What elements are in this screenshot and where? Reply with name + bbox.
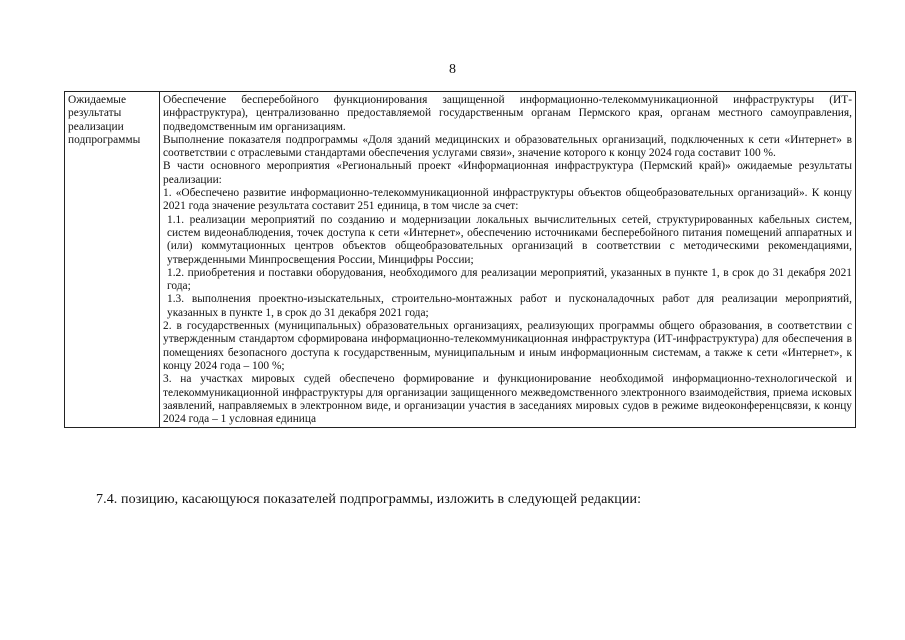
amendment-instruction: 7.4. позицию, касающуюся показателей подпрограммы, изложить в следующей редакции: xyxy=(96,492,642,507)
row-content xyxy=(160,92,856,428)
page-number: 8 xyxy=(449,62,456,77)
paragraph-item-1-3: 1.3. выполнения проектно-изыскательных, строительно-монтажных работ и пусконаладочных работ для реализации мероприятий, указанных в пункте 1, в срок до 31 декабря 2021 года; xyxy=(167,293,852,319)
table-row xyxy=(65,92,856,428)
paragraph-it-infrastructure: Обеспечение бесперебойного функционирования защищенной информационно-телекоммуникационной инфраструктуры (ИТ-инфраструктура), централизованно предоставляемой государственным органам Пермского края, органам местного самоуправления, подведомственным им организациям. xyxy=(163,94,852,133)
paragraph-item-3: 3. на участках мировых судей обеспечено формирование и функционирование необходимой информационно-технологической и телекоммуникационной инфраструктуры для организации защищенного межведомственного электронного взаимодействия, приема исковых заявлений, направляемых в электронном виде, и организации участия в заседаниях мировых судов в режиме видеоконференцсвязи, к концу 2024 года – 1 условная единица xyxy=(163,373,852,426)
paragraph-item-2: 2. в государственных (муниципальных) образовательных организациях, реализующих программы общего образования, в соответствии с утвержденным стандартом сформирована информационно-телекоммуникационная инфраструктура (ИТ-инфраструктура) для обеспечения в помещениях безопасного доступа к государственным, муниципальным и иным информационным системам, а также к сети «Интернет», к концу 2024 года – 100 %; xyxy=(163,320,852,372)
paragraph-item-1-1: 1.1. реализации мероприятий по созданию и модернизации локальных вычислительных сетей, структурированных кабельных систем, систем видеонаблюдения, точек доступа к сети «Интернет», обеспечению источниками бесперебойного питания помещений аппаратных и (или) коммутационных центров объектов общеобразовательных организаций в соответствии с методическими рекомендациями, утвержденными Минпросвещения России, Минцифры России; xyxy=(167,213,852,266)
paragraph-item-1-2: 1.2. приобретения и поставки оборудования, необходимого для реализации мероприятий, указанных в пункте 1, в срок до 31 декабря 2021 года; xyxy=(167,266,852,293)
paragraph-item-1: 1. «Обеспечено развитие информационно-телекоммуникационной инфраструктуры объектов общеобразовательных организаций». К концу 2021 года значение результата составит 251 единица, в том числе за счет: xyxy=(163,187,852,213)
results-table xyxy=(64,91,856,428)
paragraph-indicator: Выполнение показателя подпрограммы «Доля зданий медицинских и образовательных организаций, подключенных к сети «Интернет» в соответствии с отраслевыми стандартами обеспечения услугами связи», значение которого к концу 2024 года составит 100 %. xyxy=(163,133,852,160)
row-label: Ожидаемые результаты реализации подпрограммы xyxy=(65,92,160,428)
paragraph-regional-project: В части основного мероприятия «Региональный проект «Информационная инфраструктура (Пермский край)» ожидаемые результаты реализации: xyxy=(163,160,852,186)
